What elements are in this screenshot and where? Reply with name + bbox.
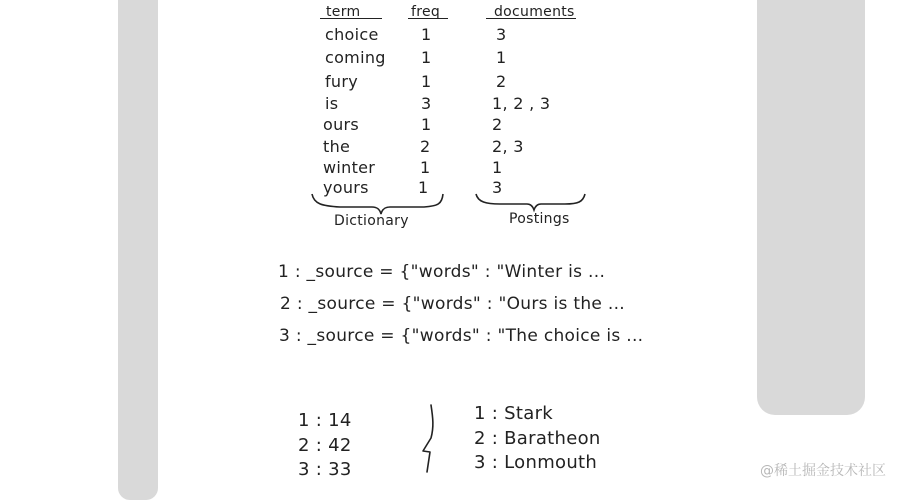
source-line-3: 3 : _source = {"words" : "The choice is ... [279, 326, 644, 346]
term-cell: ours [323, 115, 360, 134]
doc-value-left-1: 1 : 14 [298, 410, 352, 431]
freq-cell: 1 [421, 72, 432, 91]
documents-cell: 2, 3 [492, 137, 524, 156]
doc-value-left-3: 3 : 33 [298, 459, 352, 480]
term-cell: choice [325, 25, 379, 44]
freq-cell: 1 [421, 115, 432, 134]
header-documents: documents [494, 4, 575, 20]
documents-cell: 2 [492, 115, 503, 134]
lightning-divider [423, 405, 433, 472]
freq-cell: 2 [420, 137, 431, 156]
freq-cell: 3 [421, 94, 432, 113]
watermark-text: @稀土掘金技术社区 [760, 463, 886, 479]
doc-value-right-2: 2 : Baratheon [474, 428, 601, 449]
doc-value-left-2: 2 : 42 [298, 435, 352, 456]
dictionary-label: Dictionary [334, 213, 409, 229]
term-cell: is [325, 94, 339, 113]
doc-value-right-3: 3 : Lonmouth [474, 452, 598, 473]
term-cell: yours [323, 178, 369, 197]
freq-cell: 1 [418, 178, 429, 197]
header-freq: freq [411, 4, 441, 20]
documents-cell: 1 [492, 158, 503, 177]
documents-cell: 3 [496, 25, 507, 44]
doc-value-right-1: 1 : Stark [474, 403, 553, 424]
freq-cell: 1 [420, 158, 431, 177]
source-line-1: 1 : _source = {"words" : "Winter is ... [278, 262, 606, 282]
freq-cell: 1 [421, 48, 432, 67]
term-cell: winter [323, 158, 376, 177]
term-cell: coming [325, 48, 386, 67]
documents-cell: 3 [492, 178, 503, 197]
freq-cell: 1 [421, 25, 432, 44]
term-cell: fury [325, 72, 359, 91]
documents-cell: 1, 2 , 3 [492, 94, 551, 113]
postings-brace [476, 194, 585, 210]
header-term: term [326, 4, 361, 20]
documents-cell: 2 [496, 72, 507, 91]
documents-cell: 1 [496, 48, 507, 67]
source-line-2: 2 : _source = {"words" : "Ours is the ... [280, 294, 626, 314]
term-cell: the [323, 137, 351, 156]
dictionary-brace [312, 194, 443, 214]
postings-label: Postings [509, 211, 570, 227]
